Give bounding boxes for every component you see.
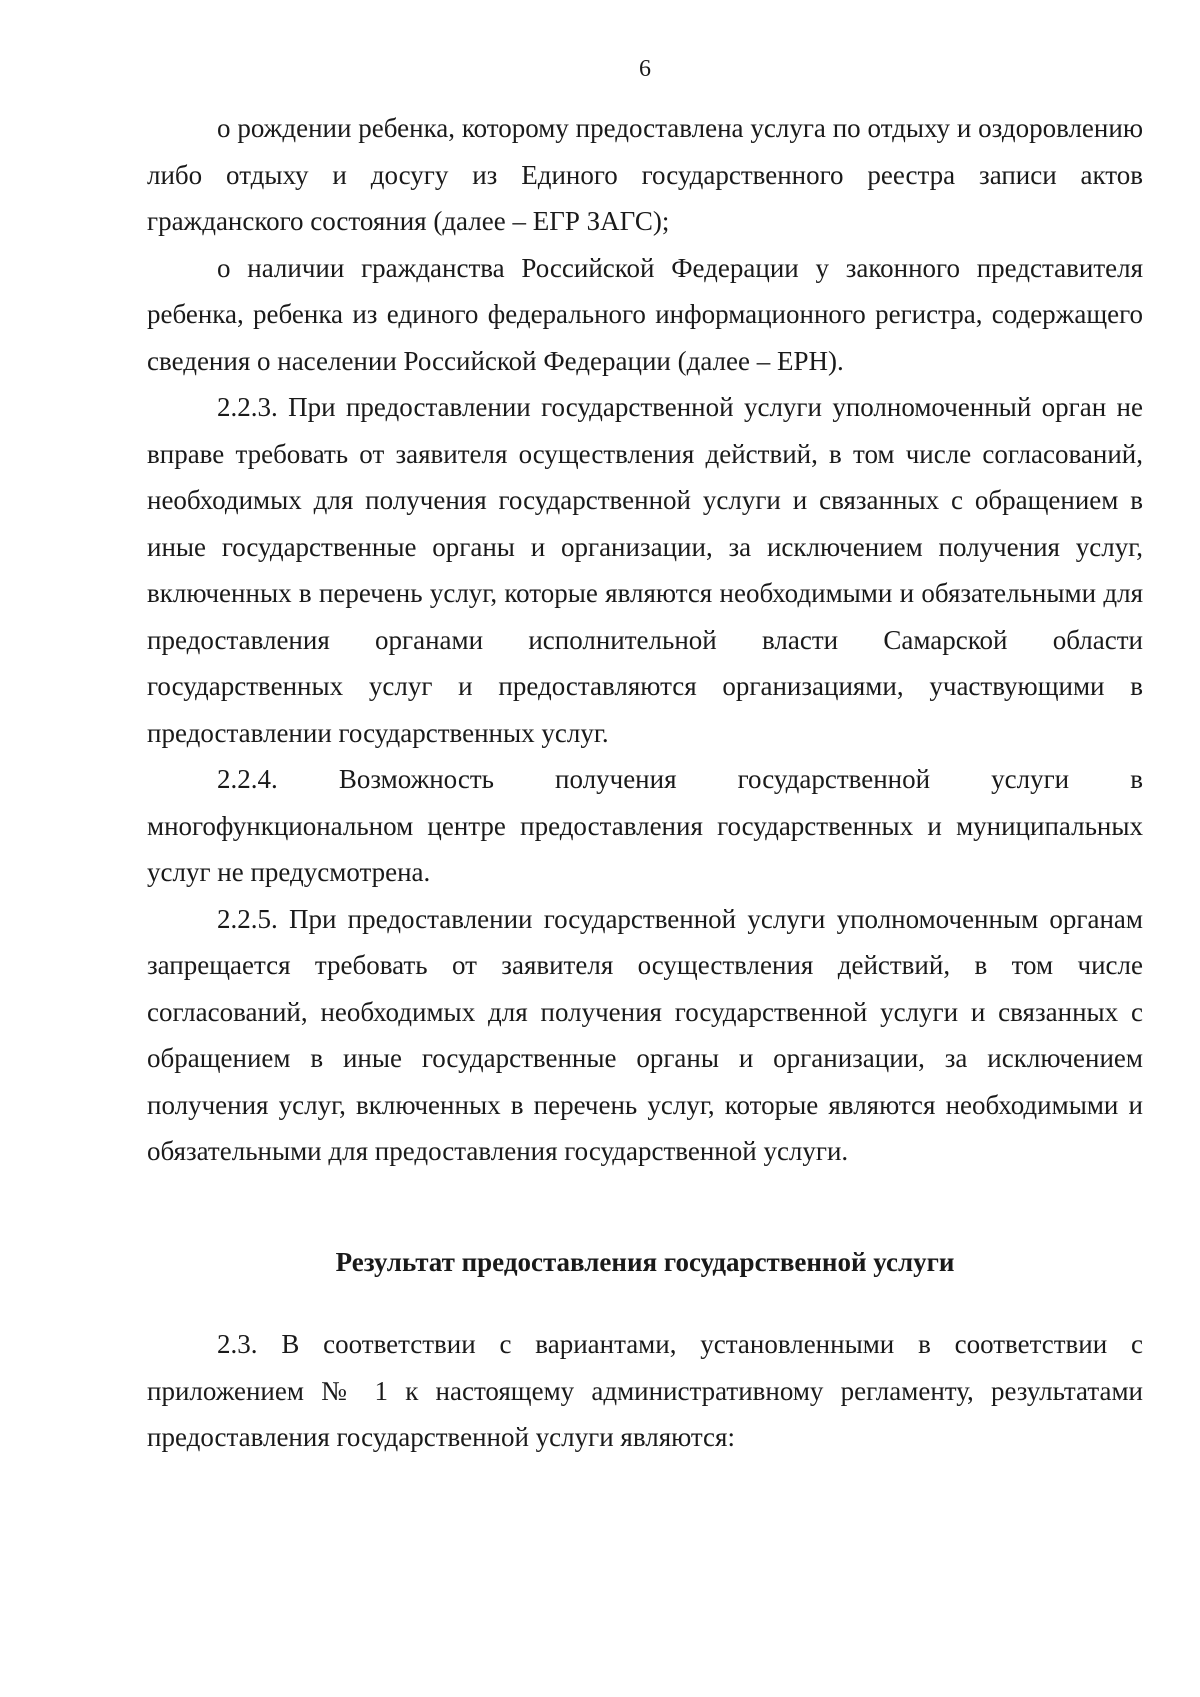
page-number: 6 bbox=[639, 56, 651, 82]
paragraph-2-2-5: 2.2.5. При предоставлении государственной услуги уполномоченным органам запрещается требовать от заявителя осуществления действий, в том числе согласований, необходимых для получения государственной услуги и связанных с обращением в иные государственные органы и организации, за исключением получения услуг, включенных в перечень услуг, которые являются необходимыми и обязательными для предоставления государственной услуги. bbox=[147, 903, 1143, 1166]
paragraph-2-2-3: 2.2.3. При предоставлении государственной услуги уполномоченный орган не вправе требовать от заявителя осуществления действий, в том числе согласований, необходимых для получения государственной услуги и связанных с обращением в иные государственные органы и организации, за исключением получения услуг, включенных в перечень услуг, которые являются необходимыми и обязательными для предоставления органами исполнительной власти Самарской области государственных услуг и предоставляются организациями, участвующими в предоставлении государственных услуг. bbox=[147, 392, 1143, 748]
paragraph-birth-record: о рождении ребенка, которому предоставлена услуга по отдыху и оздоровлению либо отдыху и досугу из Единого государственного реестра записи актов гражданского состояния (далее – ЕГР ЗАГС); bbox=[147, 113, 1143, 236]
paragraph-2-2-4: 2.2.4. Возможность получения государственной услуги в многофункциональном центре предоставления государственных и муниципальных услуг не предусмотрена. bbox=[147, 764, 1143, 887]
paragraph-citizenship: о наличии гражданства Российской Федерации у законного представителя ребенка, ребенка из единого федерального информационного регистра, содержащего сведения о населении Российской Федерации (далее – ЕРН). bbox=[147, 252, 1143, 376]
paragraph-2-3: 2.3. В соответствии с вариантами, установленными в соответствии с приложением № 1 к настоящему административному регламенту, результатами предоставления государственной услуги являются: bbox=[147, 1329, 1143, 1452]
section-heading: Результат предоставления государственной услуги bbox=[335, 1246, 955, 1277]
document-body bbox=[147, 105, 1143, 1461]
